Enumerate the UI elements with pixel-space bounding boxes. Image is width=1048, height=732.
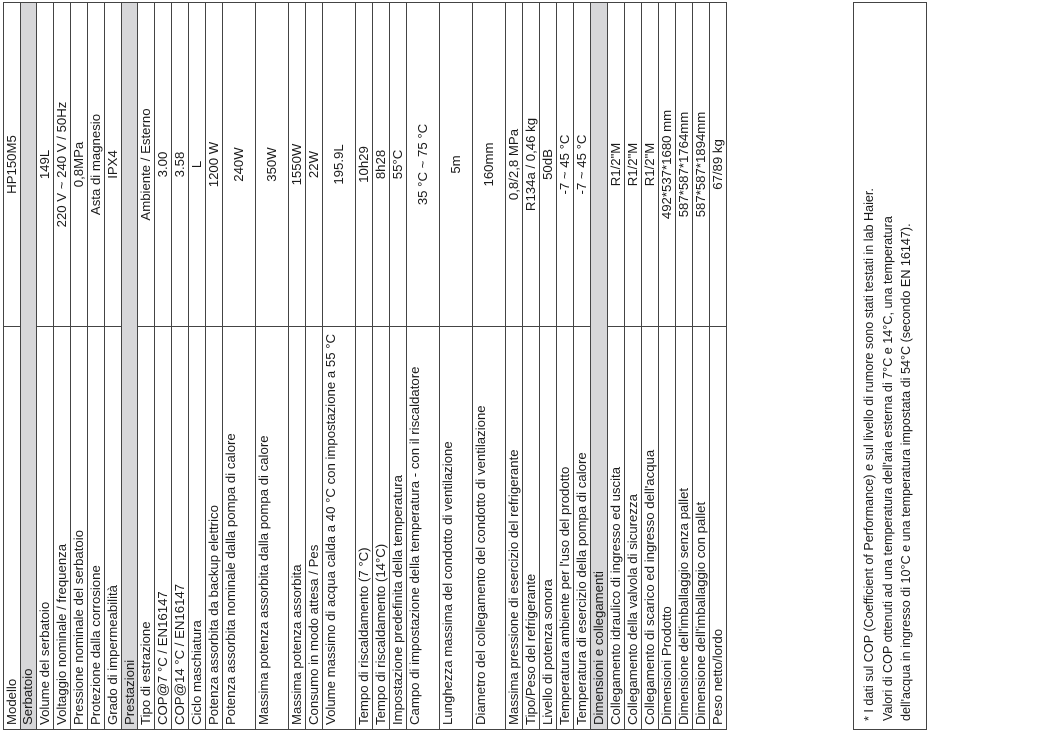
spec-label: Tipo di estrazione	[138, 326, 155, 730]
spec-value: 55°C	[390, 2, 407, 326]
spec-row	[256, 2, 289, 730]
spec-row	[206, 2, 223, 730]
section-header: Prestazioni	[122, 2, 139, 730]
spec-table	[3, 2, 1046, 730]
spec-row	[71, 2, 88, 730]
spec-row	[155, 2, 172, 730]
spec-row	[323, 2, 356, 730]
spec-row	[37, 2, 54, 730]
spec-label: Collegamento di scarico ed ingresso dell'acqua	[642, 326, 659, 730]
spec-label: Peso netto/lordo	[710, 326, 727, 730]
spec-row	[105, 2, 122, 730]
spec-row	[54, 2, 71, 730]
spec-row	[390, 2, 407, 730]
spec-rows	[3, 2, 727, 730]
spec-row	[557, 2, 574, 730]
spec-value: L	[189, 2, 206, 326]
spec-row	[473, 2, 506, 730]
spec-value: R1/2"M	[642, 2, 659, 326]
spec-label: Temperatura ambiente per l'uso del prodotto	[557, 326, 574, 730]
spec-label: Lunghezza massima del condotto di ventilazione	[440, 326, 473, 730]
footnote-line: Valori di COP ottenuti ad una temperatura dell'aria esterna di 7°C e 14°C, una temperatura	[880, 216, 895, 721]
spec-row	[407, 2, 440, 730]
spec-row	[523, 2, 540, 730]
spec-value: 220 V ~ 240 V / 50Hz	[54, 2, 71, 326]
section-header: Serbatoio	[20, 2, 37, 730]
spec-value: 1550W	[289, 2, 306, 326]
spec-value: 160mm	[473, 2, 506, 326]
spec-row	[440, 2, 473, 730]
spec-value: 0,8/2,8 MPa	[506, 2, 523, 326]
spec-row	[625, 2, 642, 730]
spec-value: IPX4	[105, 2, 122, 326]
spec-value: 67/89 kg	[710, 2, 727, 326]
spec-label: Voltaggio nominale / frequenza	[54, 326, 71, 730]
spec-value: 350W	[256, 2, 289, 326]
spec-value: 8h28	[373, 2, 390, 326]
spec-label: Ciclo maschiatura	[189, 326, 206, 730]
spec-value: 3.58	[172, 2, 189, 326]
spec-label: Protezione dalla corrosione	[88, 326, 105, 730]
spec-label: Collegamento della valvola di sicurezza	[625, 326, 642, 730]
spec-value: Asta di magnesio	[88, 2, 105, 326]
spec-label: Massima potenza assorbita	[289, 326, 306, 730]
spec-row	[306, 2, 323, 730]
spec-label: Impostazione predefinita della temperatura	[390, 326, 407, 730]
spec-value: 35 °C ~ 75 °C	[407, 2, 440, 326]
model-label: Modello	[3, 326, 21, 730]
spec-row	[223, 2, 256, 730]
spec-label: Livello di potenza sonora	[540, 326, 557, 730]
spec-label: Tempo di riscaldamento (7 °C)	[356, 326, 373, 730]
spec-value: 50dB	[540, 2, 557, 326]
spec-row	[506, 2, 523, 730]
spec-value: R134a / 0,46 kg	[523, 2, 540, 326]
spec-label: Volume massimo di acqua calda a 40 °C con impostazione a 55 °C	[323, 326, 356, 730]
spec-value: -7 ~ 45 °C	[557, 2, 574, 326]
spec-label: Dimensioni Prodotto	[659, 326, 676, 730]
spec-row	[710, 2, 727, 730]
model-row	[3, 2, 20, 730]
spec-label: Potenza assorbita nominale dalla pompa di calore	[223, 326, 256, 730]
footnote-line: * I dati sul COP (Coefficient of Performance) e sul livello di rumore sono stati testati in lab Haier.	[862, 188, 876, 721]
spec-value: 3.00	[155, 2, 172, 326]
spec-value: 10h29	[356, 2, 373, 326]
spec-label: Temperatura di esercizio della pompa di calore	[574, 326, 591, 730]
spec-row	[642, 2, 659, 730]
spec-row	[373, 2, 390, 730]
spec-label: Dimensione dell'imballaggio con pallet	[693, 326, 710, 730]
spec-label: Grado di impermeabilità	[105, 326, 122, 730]
spec-label: COP@7 °C / EN16147	[155, 326, 172, 730]
spec-value: 149L	[37, 2, 54, 326]
spec-row	[574, 2, 591, 730]
spec-label: Consumo in modo attesa / Pes	[306, 326, 323, 730]
spec-value: 195.9L	[323, 2, 356, 326]
section-header: Dimensioni e collegamenti	[591, 2, 608, 730]
spec-label: Pressione nominale del serbatoio	[71, 326, 88, 730]
spec-label: Tipo/Peso del refrigerante	[523, 326, 540, 730]
spec-row	[356, 2, 373, 730]
spec-value: 492*537*1680 mm	[659, 2, 676, 326]
spec-value: -7 ~ 45 °C	[574, 2, 591, 326]
spec-row	[138, 2, 155, 730]
spec-value: Ambiente / Esterno	[138, 2, 155, 326]
spec-row	[189, 2, 206, 730]
spec-row	[693, 2, 710, 730]
spec-label: Massima potenza assorbita dalla pompa di calore	[256, 326, 289, 730]
spec-row	[88, 2, 105, 730]
footnote	[853, 2, 927, 730]
spec-row	[608, 2, 625, 730]
spec-label: Diametro del collegamento del condotto di ventilazione	[473, 326, 506, 730]
footnote-line: dell'acqua in ingresso di 10°C e una temperatura impostata di 54°C (secondo EN 16147).	[899, 223, 913, 721]
spec-row	[540, 2, 557, 730]
spec-value: R1/2"M	[608, 2, 625, 326]
model-value: HP150M5	[3, 2, 21, 326]
spec-value: 587*587*1764mm	[676, 2, 693, 326]
spec-label: COP@14 °C / EN16147	[172, 326, 189, 730]
spec-label: Campo di impostazione della temperatura - con il riscaldatore	[407, 326, 440, 730]
spec-label: Tempo di riscaldamento (14°C)	[373, 326, 390, 730]
spec-row	[172, 2, 189, 730]
spec-label: Dimensione dell'imballaggio senza pallet	[676, 326, 693, 730]
spec-row	[659, 2, 676, 730]
spec-value: R1/2"M	[625, 2, 642, 326]
spec-row	[289, 2, 306, 730]
spec-label: Volume del serbatoio	[37, 326, 54, 730]
spec-value: 587*587*1894mm	[693, 2, 710, 326]
spec-value: 1200 W	[206, 2, 223, 326]
spec-value: 22W	[306, 2, 323, 326]
spec-row	[676, 2, 693, 730]
spec-label: Massima pressione di esercizio del refrigerante	[506, 326, 523, 730]
spec-value: 5m	[440, 2, 473, 326]
spec-value: 240W	[223, 2, 256, 326]
spec-value: 0,8MPa	[71, 2, 88, 326]
spec-label: Collegamento idraulico di ingresso ed uscita	[608, 326, 625, 730]
spec-label: Potenza assorbita da backup elettrico	[206, 326, 223, 730]
